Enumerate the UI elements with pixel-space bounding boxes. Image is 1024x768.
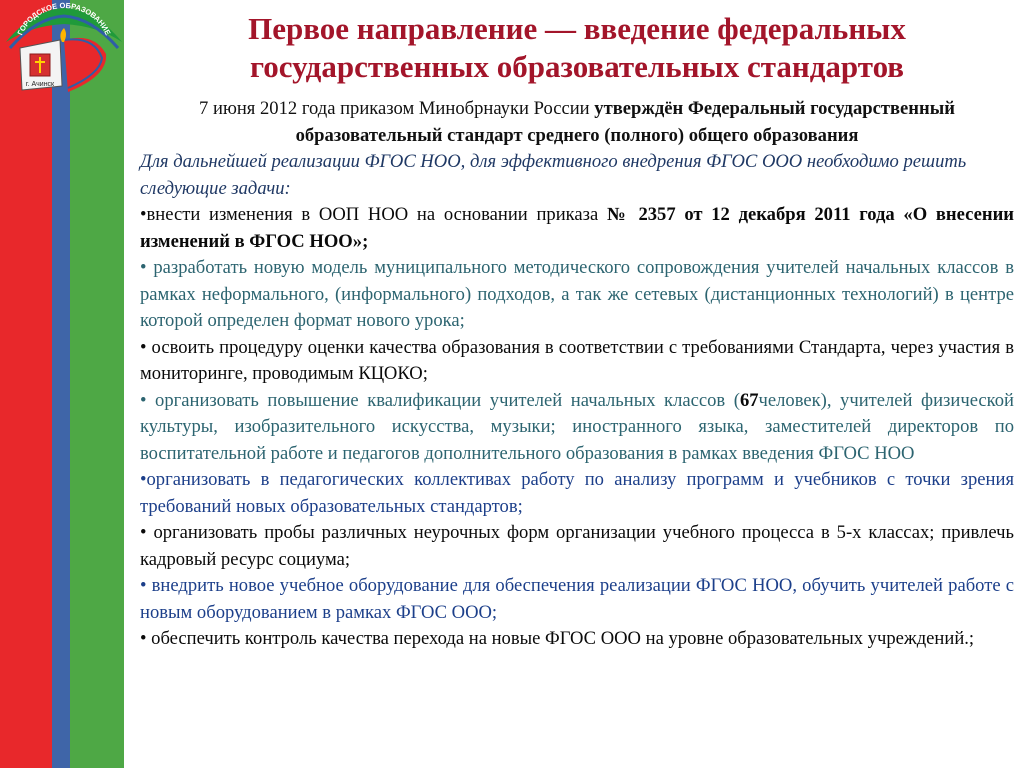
bullet-4-text-a: • организовать повышение квалификации учителей начальных классов ( [140, 389, 740, 411]
left-stripe-green [70, 0, 124, 768]
intro-plain-text: 7 июня 2012 года приказом Минобрнауки России [199, 98, 595, 119]
tasks-lead: Для дальнейшей реализации ФГОС НОО, для эффективного внедрения ФГОС ООО необходимо решить следующие задачи: [140, 151, 967, 199]
left-stripe-white [124, 0, 130, 768]
intro-bold-text: утверждён Федеральный государственный образовательный стандарт среднего (полного) общего образования [295, 98, 955, 146]
bullet-item [140, 388, 1014, 468]
bullet-1-text: •внести изменения в ООП НОО на основании приказа [140, 204, 607, 225]
bullet-item: • разработать новую модель муниципального методического сопровождения учителей начальных классов в рамках неформального, (информального) подходов, а так же сетевых (дистанционных технологий) в центре которой определен формат нового урока; [140, 257, 1014, 331]
svg-text:ГОРОДСКОЕ ОБРАЗОВАНИЕ: ГОРОДСКОЕ ОБРАЗОВАНИЕ [15, 2, 113, 37]
bullet-item: • обеспечить контроль качества перехода на новые ФГОС ООО на уровне образовательных учреждений.; [140, 628, 975, 649]
bullet-item: • организовать пробы различных неурочных форм организации учебного процесса в 5-х классах; привлечь кадровый ресурс социума; [140, 522, 1014, 570]
bullet-item: • освоить процедуру оценки качества образования в соответствии с требованиями Стандарта, через участия в мониторинге, проводимым КЦОКО; [140, 336, 1014, 384]
bullet-1-order-ref: № 2357 от 12 декабря 2011 года «О внесении изменений в ФГОС НОО»; [140, 204, 1014, 252]
slide-content [140, 96, 1014, 653]
left-stripe-red [0, 0, 52, 768]
logo-city-label: г. Ачинск [25, 81, 55, 88]
bullet-item [140, 202, 1014, 255]
intro-paragraph [140, 96, 1014, 149]
bullet-4-text-b: человек), учителей физической культуры, изобразительного искусства, музыки; иностранного языка, заместителей директоров по воспитательной работе и педагогов дополнительного образования в рамках введения ФГОС НОО [140, 389, 1014, 464]
slide-title: Первое направление — введение федеральных государственных образовательных стандартов [248, 11, 906, 84]
bullet-item: •организовать в педагогических коллективах работу по анализу программ и учебников с точки зрения требований новых образовательных стандартов; [140, 469, 1014, 517]
bullet-4-count: 67 [739, 389, 759, 411]
city-education-logo [2, 2, 126, 98]
bullet-item: • внедрить новое учебное оборудование для обеспечения реализации ФГОС НОО, обучить учителей работе с новым оборудованием в рамках ФГОС ООО; [140, 575, 1014, 623]
left-stripe-blue [52, 0, 70, 768]
